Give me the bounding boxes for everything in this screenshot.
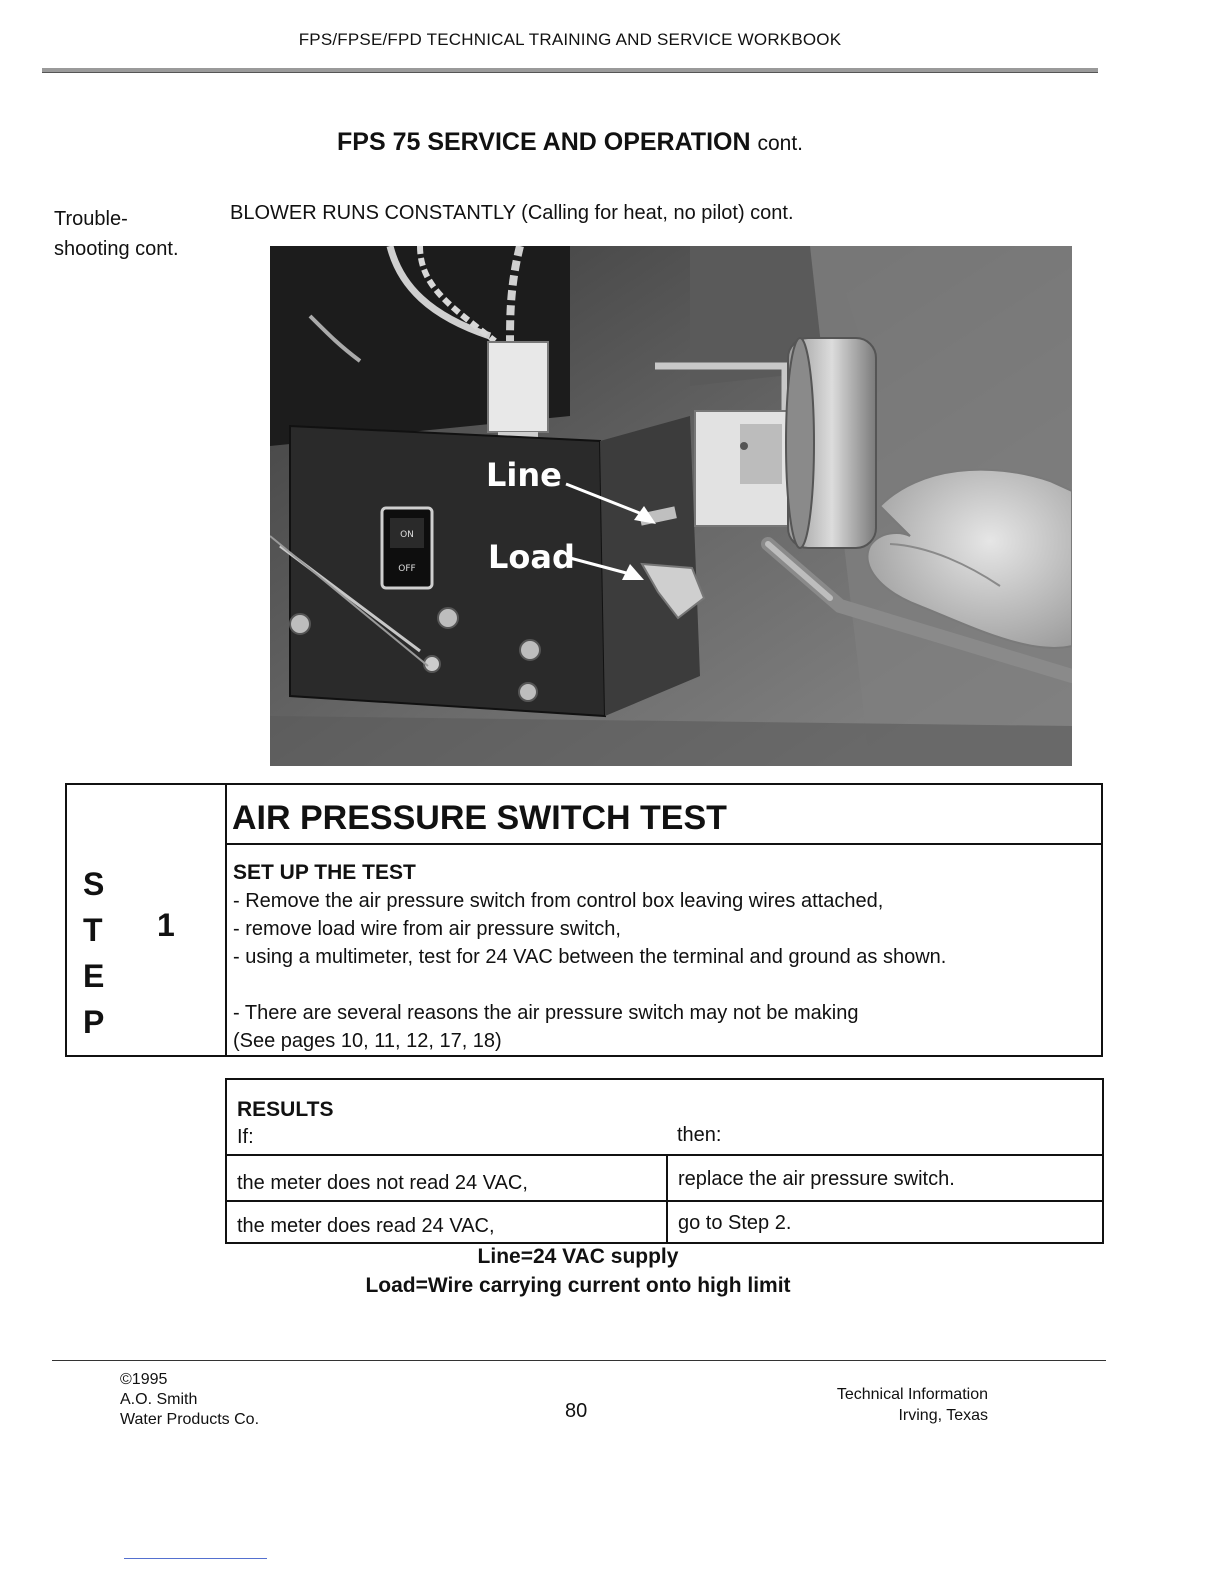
setup-heading: SET UP THE TEST	[233, 861, 416, 884]
copyright: ©1995	[120, 1371, 168, 1388]
step-title-row	[227, 785, 1101, 845]
instruction-line: - using a multimeter, test for 24 VAC between the terminal and ground as shown.	[233, 946, 947, 968]
footer-department: Technical Information	[836, 1386, 988, 1403]
table-row	[227, 1202, 1102, 1242]
step-letter: S	[83, 866, 105, 902]
photo-air-pressure-switch	[270, 246, 1072, 766]
header-rule	[42, 68, 1098, 73]
note-line: (See pages 10, 11, 12, 17, 18)	[233, 1030, 502, 1052]
page-title-suffix: cont.	[757, 132, 803, 155]
step-letter: T	[83, 912, 103, 948]
footer-city: Irving, Texas	[898, 1407, 988, 1424]
page-number: 80	[565, 1400, 588, 1422]
then-column-label: then:	[677, 1124, 722, 1146]
then-cell: replace the air pressure switch.	[678, 1168, 955, 1190]
side-label-line1: Trouble-	[54, 208, 128, 230]
if-cell: the meter does not read 24 VAC,	[237, 1172, 528, 1194]
table-row	[227, 1156, 1102, 1202]
step-vertical-label	[83, 861, 104, 1045]
footer-publisher	[120, 1370, 259, 1430]
line-definition: Line=24 VAC supply	[477, 1245, 679, 1268]
if-cell: the meter does read 24 VAC,	[237, 1215, 495, 1237]
section-side-label	[54, 204, 179, 264]
column-divider	[666, 1156, 668, 1242]
callout-load-label: Load	[488, 538, 575, 576]
results-heading: RESULTS	[237, 1098, 334, 1121]
step-instructions	[233, 859, 1089, 1055]
step-label-column	[67, 785, 227, 1055]
results-header	[227, 1080, 1102, 1156]
company-name: A.O. Smith	[120, 1391, 198, 1408]
step-letter: E	[83, 958, 105, 994]
running-header: FPS/FPSE/FPD TECHNICAL TRAINING AND SERVICE WORKBOOK	[298, 30, 842, 49]
section-subheading: BLOWER RUNS CONSTANTLY (Calling for heat, no pilot) cont.	[230, 202, 794, 224]
step-number: 1	[157, 907, 175, 943]
company-division: Water Products Co.	[120, 1411, 260, 1428]
switch-on-label: ON	[400, 530, 414, 540]
switch-off-label: OFF	[398, 564, 416, 574]
then-cell: go to Step 2.	[678, 1212, 792, 1234]
if-column-label: If:	[237, 1126, 254, 1148]
instruction-line: - Remove the air pressure switch from control box leaving wires attached,	[233, 890, 884, 912]
side-label-line2: shooting cont.	[54, 238, 179, 260]
note-line: - There are several reasons the air pressure switch may not be making	[233, 1002, 859, 1024]
step-title: AIR PRESSURE SWITCH TEST	[232, 799, 727, 837]
bottom-scan-line	[124, 1558, 267, 1559]
step-1-box	[65, 783, 1103, 1057]
page-title	[0, 128, 1140, 157]
callout-line-label: Line	[486, 456, 562, 494]
footer-rule	[52, 1360, 1106, 1361]
results-table	[225, 1078, 1104, 1244]
instruction-line: - remove load wire from air pressure switch,	[233, 918, 621, 940]
page-title-main: FPS 75 SERVICE AND OPERATION	[337, 128, 751, 156]
load-definition: Load=Wire carrying current onto high limit	[365, 1274, 791, 1297]
footer-location	[780, 1384, 988, 1426]
step-letter: P	[83, 1004, 105, 1040]
